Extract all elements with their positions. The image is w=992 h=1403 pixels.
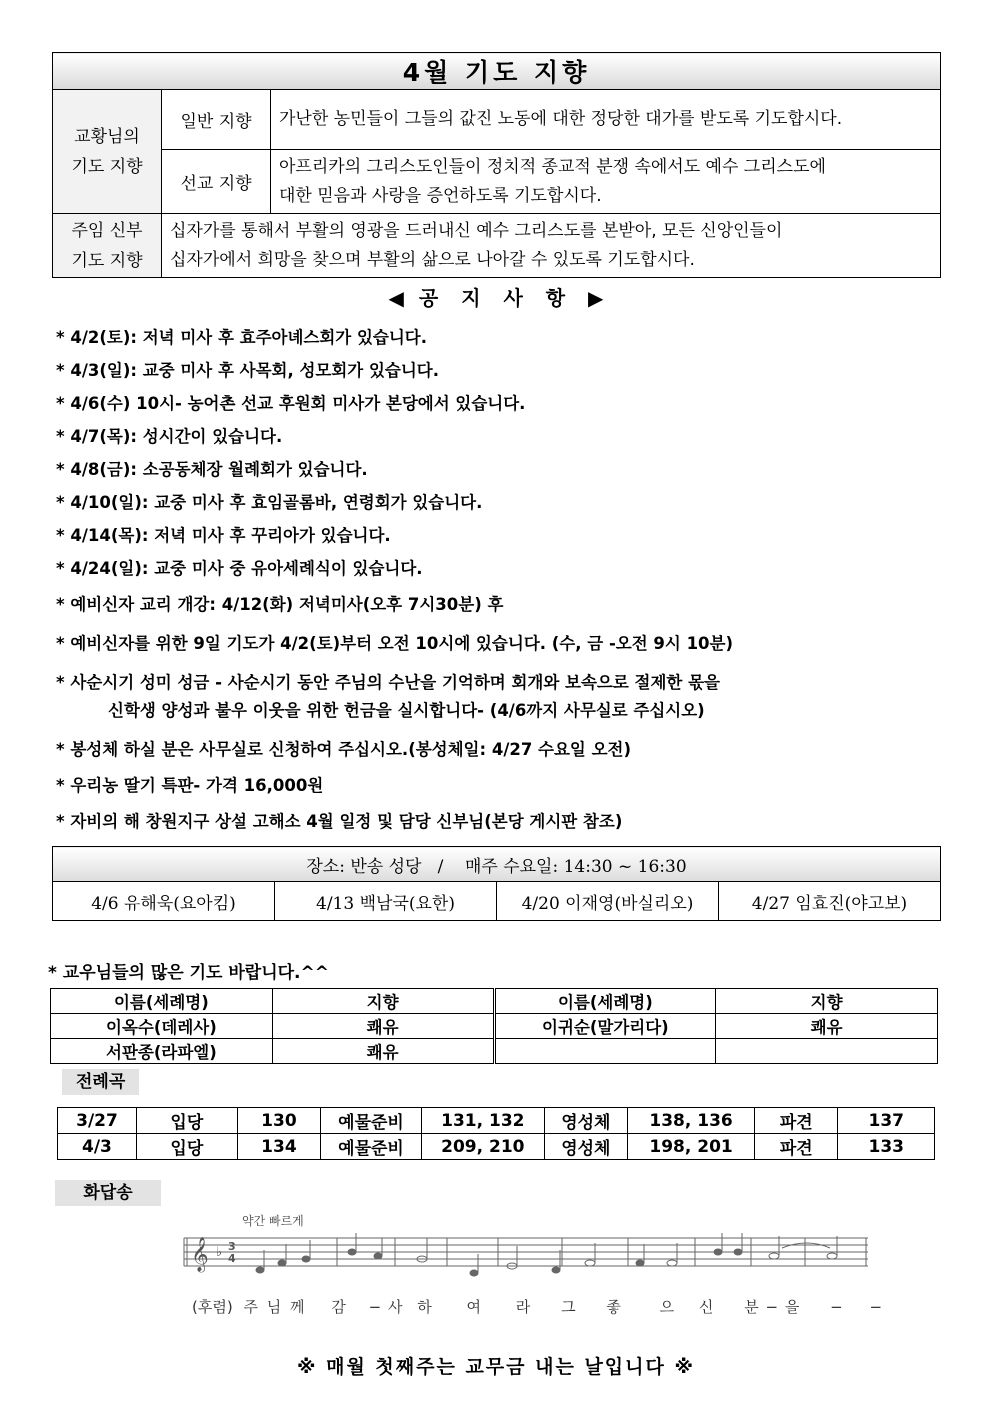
table-row	[51, 1039, 938, 1064]
hymn-part: 입당	[136, 1108, 237, 1134]
hymn-date: 4/3	[58, 1134, 137, 1160]
mission-intention-text: 아프리카의 그리스도인들이 정치적 종교적 분쟁 속에서도 예수 그리스도에 대한 믿음과 사랑을 증언하도록 기도합시다.	[271, 150, 941, 214]
hymn-part: 파견	[755, 1134, 838, 1160]
confession-slot: 4/27 임효진(야고보)	[719, 882, 941, 921]
music-staff	[182, 1226, 870, 1296]
lyric-syllable: 여	[466, 1298, 482, 1316]
lyric-syllable: 사	[387, 1298, 403, 1316]
lyric-syllable: 께	[290, 1298, 305, 1316]
hymn-number: 130	[237, 1108, 320, 1134]
lyric-syllable: 으	[659, 1298, 675, 1316]
header-name: 이름(세례명)	[494, 989, 716, 1014]
triangle-left-icon: ◀	[388, 286, 404, 310]
notice-heading: ◀ 공 지 사 항 ▶	[388, 286, 604, 310]
notice-item: * 예비신자를 위한 9일 기도가 4/2(토)부터 오전 10시에 있습니다. (수, 금 -오전 9시 10분)	[56, 634, 734, 653]
sick-list-table	[50, 988, 938, 1064]
lyric-syllable: 님	[266, 1298, 282, 1316]
lyric-syllable: 그	[561, 1298, 576, 1316]
sick-intent	[716, 1039, 938, 1064]
hymn-part: 입당	[136, 1134, 237, 1160]
notice-item: * 4/8(금): 소공동체장 월례회가 있습니다.	[56, 460, 368, 479]
sick-name: 서판종(라파엘)	[51, 1039, 273, 1064]
psalm-score	[182, 1212, 883, 1318]
header-name: 이름(세례명)	[51, 989, 273, 1014]
hymn-part: 예물준비	[321, 1108, 422, 1134]
notice-item: * 4/2(토): 저녁 미사 후 효주아녜스회가 있습니다.	[56, 328, 427, 347]
lyric-syllable: −	[830, 1298, 843, 1316]
lyric-syllable: 좋	[606, 1298, 621, 1316]
header-intent: 지향	[272, 989, 494, 1014]
prayer-title: 4월 기도 지향	[53, 53, 941, 90]
lyric-syllable: 감	[331, 1298, 346, 1316]
sick-intent: 쾌유	[272, 1014, 494, 1039]
svg-text:4: 4	[228, 1252, 236, 1265]
hymn-number: 198, 201	[628, 1134, 755, 1160]
hymn-date: 3/27	[58, 1108, 137, 1134]
pope-intention-label: 교황님의 기도 지향	[53, 90, 162, 214]
pastor-intention-label: 주임 신부 기도 지향	[53, 214, 162, 278]
lyric-syllable: 주	[243, 1298, 258, 1316]
lyric-syllable: 신	[698, 1298, 714, 1316]
hymn-number: 138, 136	[628, 1108, 755, 1134]
general-intention-text: 가난한 농민들이 그들의 값진 노동에 대한 정당한 대가를 받도록 기도합시다.	[271, 90, 941, 150]
triangle-right-icon: ▶	[588, 286, 604, 310]
sick-name	[494, 1039, 716, 1064]
sick-intent: 쾌유	[272, 1039, 494, 1064]
notice-item: * 우리농 딸기 특판- 가격 16,000원	[56, 776, 324, 795]
hymn-number: 134	[237, 1134, 320, 1160]
notice-item: * 4/10(일): 교중 미사 후 효임골롬바, 연령회가 있습니다.	[56, 493, 483, 512]
hymn-number: 133	[838, 1134, 935, 1160]
notice-item: * 사순시기 성미 성금 - 사순시기 동안 주님의 수난을 기억하며 회개와 보속으로 절제한 몫을	[56, 673, 720, 692]
prayer-request-text: * 교우님들의 많은 기도 바랍니다.^^	[48, 963, 329, 983]
lyric-syllable: 을	[784, 1298, 800, 1316]
sick-name: 이옥수(데레사)	[51, 1014, 273, 1039]
table-row	[58, 1108, 935, 1134]
svg-text:♭: ♭	[216, 1245, 223, 1260]
notice-item: * 4/24(일): 교중 미사 중 유아세례식이 있습니다.	[56, 559, 423, 578]
sick-name: 이귀순(말가리다)	[494, 1014, 716, 1039]
pastor-intention-text: 십자가를 통해서 부활의 영광을 드러내신 예수 그리스도를 본받아, 모든 신앙인들이 십자가에서 희망을 찾으며 부활의 삶으로 나아갈 수 있도록 기도합시다.	[162, 214, 941, 278]
psalm-label: 화답송	[55, 1180, 161, 1206]
notice-item: * 4/7(목): 성시간이 있습니다.	[56, 427, 283, 446]
sick-intent: 쾌유	[716, 1014, 938, 1039]
hymn-number: 209, 210	[421, 1134, 544, 1160]
notice-item-continued: 신학생 양성과 불우 이웃을 위한 헌금을 실시합니다- (4/6까지 사무실로 주십시오)	[108, 701, 705, 720]
notice-item: * 4/3(일): 교중 미사 후 사목회, 성모회가 있습니다.	[56, 361, 440, 380]
confession-slot: 4/20 이재영(바실리오)	[497, 882, 719, 921]
svg-text:3: 3	[228, 1240, 236, 1253]
lyric-syllable: −	[368, 1298, 382, 1316]
confession-slot: 4/13 백남국(요한)	[275, 882, 497, 921]
psalm-lyrics: (후렴) 주 님 께 감 − 사 하 여 라 그 좋 으 신 분 − 을 − −	[192, 1298, 883, 1316]
lyric-syllable: 분	[744, 1298, 759, 1316]
prayer-intentions-table	[52, 52, 941, 278]
hymn-number: 131, 132	[421, 1108, 544, 1134]
confession-schedule-table	[52, 846, 941, 921]
mission-intention-label: 선교 지향	[162, 150, 271, 214]
general-intention-label: 일반 지향	[162, 90, 271, 150]
table-row	[51, 1014, 938, 1039]
header-intent: 지향	[716, 989, 938, 1014]
notice-item: * 봉성체 하실 분은 사무실로 신청하여 주십시오.(봉성체일: 4/27 수요일 오전)	[56, 740, 632, 759]
notice-item: * 예비신자 교리 개강: 4/12(화) 저녁미사(오후 7시30분) 후	[56, 595, 504, 614]
lyric-syllable: −	[765, 1298, 779, 1316]
lyric-syllable: 하	[417, 1298, 432, 1316]
hymn-part: 파견	[755, 1108, 838, 1134]
hymn-part: 영성체	[544, 1134, 627, 1160]
notice-item: * 4/6(수) 10시- 농어촌 선교 후원회 미사가 본당에서 있습니다.	[56, 394, 526, 413]
lyric-syllable: 라	[515, 1298, 531, 1316]
hymn-number: 137	[838, 1108, 935, 1134]
svg-text:𝄞: 𝄞	[191, 1237, 209, 1272]
hymn-label: 전례곡	[62, 1069, 139, 1095]
hymn-table	[57, 1107, 935, 1160]
notice-item: * 자비의 해 창원지구 상설 고해소 4월 일정 및 담당 신부님(본당 게시판 참조)	[56, 812, 623, 831]
hymn-part: 영성체	[544, 1108, 627, 1134]
footer-note: ※ 매월 첫째주는 교무금 내는 날입니다 ※	[297, 1356, 695, 1378]
table-row	[58, 1134, 935, 1160]
confession-place: 장소: 반송 성당 / 매주 수요일: 14:30 ~ 16:30	[53, 847, 941, 882]
confession-slot: 4/6 유해욱(요아킴)	[53, 882, 275, 921]
hymn-part: 예물준비	[321, 1134, 422, 1160]
psalm-tempo: 약간 빠르게	[242, 1214, 304, 1228]
notice-item: * 4/14(목): 저녁 미사 후 꾸리아가 있습니다.	[56, 526, 391, 545]
lyric-syllable: −	[869, 1298, 883, 1316]
